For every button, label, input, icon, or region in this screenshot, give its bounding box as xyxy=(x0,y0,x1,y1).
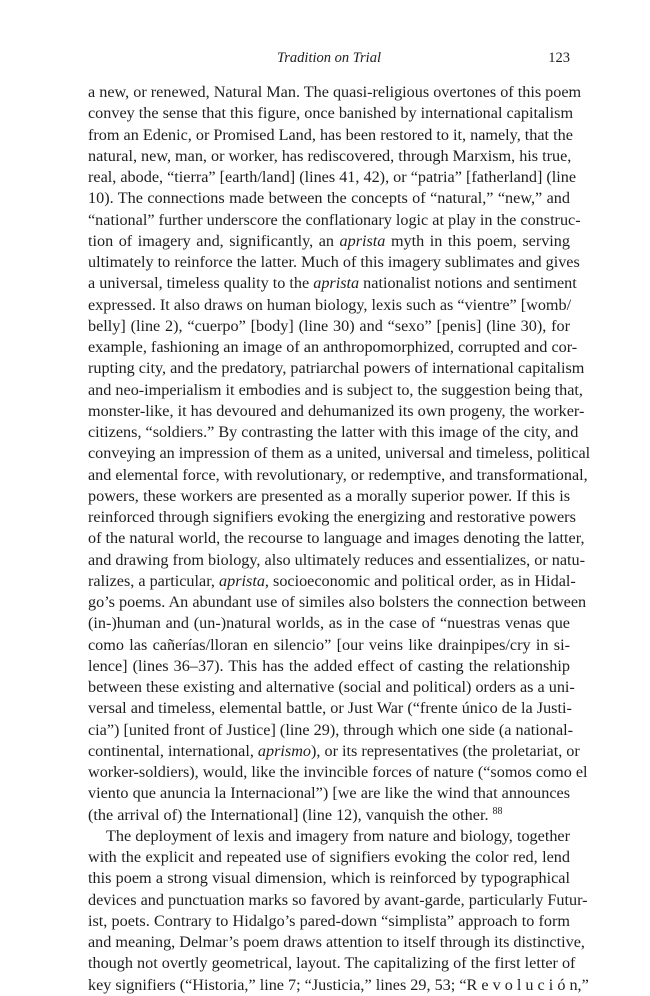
text-line: rupting city, and the predatory, patriarchal powers of international capitalism xyxy=(88,359,585,378)
text-line: natural, new, man, or worker, has rediscovered, through Marxism, his true, xyxy=(88,146,572,165)
body-text xyxy=(88,82,591,996)
text-line: and meaning, Delmar’s poem draws attention to itself through its distinctive, xyxy=(88,933,585,951)
text-line: The deployment of lexis and imagery from nature and biology, together xyxy=(106,826,570,845)
paragraph xyxy=(88,826,589,996)
paragraph xyxy=(88,82,591,826)
text-line: conveying an impression of them as a united, universal and timeless, political xyxy=(88,444,591,463)
text-line: belly] (line 2), “cuerpo” [body] (line 30) and “sexo” [penis] (line 30), for xyxy=(88,316,570,335)
text-line: this poem a strong visual dimension, which is reinforced by typographical xyxy=(88,869,570,888)
text-line: cia”) [united front of Justice] (line 29), through which one side (a national- xyxy=(88,720,574,739)
running-title: Tradition on Trial xyxy=(277,50,381,66)
footnote-reference: 88 xyxy=(492,805,503,817)
text-line: though not overtly geometrical, layout. The capitalizing of the first letter of xyxy=(88,954,576,973)
text-line: (in-)human and (un-)natural worlds, as in the case of “nuestras venas que xyxy=(88,614,570,633)
text-line: tion of imagery and, significantly, an aprista myth in this poem, serving xyxy=(88,231,570,250)
text-line: expressed. It also draws on human biology, lexis such as “vientre” [womb/ xyxy=(88,295,572,314)
text-line: powers, these workers are presented as a morally superior power. If this is xyxy=(88,486,570,505)
text-line: a universal, timeless quality to the aprista nationalist notions and sentiment xyxy=(88,274,577,293)
text-line: lence] (lines 36–37). This has the added effect of casting the relationship xyxy=(88,656,570,675)
text-line: 10). The connections made between the concepts of “natural,” “new,” and xyxy=(88,189,570,208)
text-line: viento que anuncia la Internacional”) [we are like the wind that announces xyxy=(88,784,570,803)
text-line: and drawing from biology, also ultimately reduces and essentializes, or natu- xyxy=(88,550,586,569)
text-line: versal and timeless, elemental battle, or Just War (“frente único de la Justi- xyxy=(88,699,572,718)
text-line: reinforced through signifiers evoking the energizing and restorative powers xyxy=(88,508,576,526)
text-line: convey the sense that this figure, once banished by international capitalism xyxy=(88,104,574,123)
text-line: monster-like, it has devoured and dehumanized its own progeny, the worker- xyxy=(88,401,585,420)
text-line: and neo-imperialism it embodies and is subject to, the suggestion being that, xyxy=(88,380,583,399)
text-line: from an Edenic, or Promised Land, has been restored to it, namely, that the xyxy=(88,125,573,144)
text-line: go’s poems. An abundant use of similes also bolsters the connection between xyxy=(88,593,587,611)
text-line: real, abode, “tierra” [earth/land] (lines 41, 42), or “patria” [fatherland] (line xyxy=(88,168,577,186)
running-header xyxy=(88,50,570,70)
text-line: worker-soldiers), would, like the invincible forces of nature (“somos como el xyxy=(88,763,588,781)
text-line: (the arrival of) the International] (line 12), vanquish the other. $^{88}$ xyxy=(88,805,503,824)
text-line: devices and punctuation marks so favored by avant-garde, particularly Futur- xyxy=(88,890,588,909)
text-line: key signifiers (“Historia,” line 7; “Justicia,” lines 29, 53; “R e v o l u c i ó n,” xyxy=(88,975,589,994)
text-line: ist, poets. Contrary to Hidalgo’s pared-down “simplista” approach to form xyxy=(88,911,570,930)
text-line: ralizes, a particular, aprista, socioeconomic and political order, as in Hidal- xyxy=(88,571,576,590)
text-line: continental, international, aprismo), or its representatives (the proletariat, or xyxy=(88,741,580,760)
text-line: como las cañerías/lloran en silencio” [our veins like drainpipes/cry in si- xyxy=(88,635,570,654)
text-line: “national” further underscore the conflationary logic at play in the construc- xyxy=(88,210,581,229)
text-line: between these existing and alternative (social and political) orders as a uni- xyxy=(88,678,575,696)
text-line: with the explicit and repeated use of signifiers evoking the color red, lend xyxy=(88,848,570,866)
text-line: example, fashioning an image of an anthropomorphized, corrupted and cor- xyxy=(88,338,578,356)
text-line: of the natural world, the recourse to language and images denoting the latter, xyxy=(88,529,585,548)
page-number: 123 xyxy=(548,50,570,66)
text-line: ultimately to reinforce the latter. Much of this imagery sublimates and gives xyxy=(88,253,580,271)
text-line: a new, or renewed, Natural Man. The quasi-religious overtones of this poem xyxy=(88,83,582,101)
text-line: and elemental force, with revolutionary, or redemptive, and transformational, xyxy=(88,465,588,484)
text-line: citizens, “soldiers.” By contrasting the latter with this image of the city, and xyxy=(88,423,579,441)
